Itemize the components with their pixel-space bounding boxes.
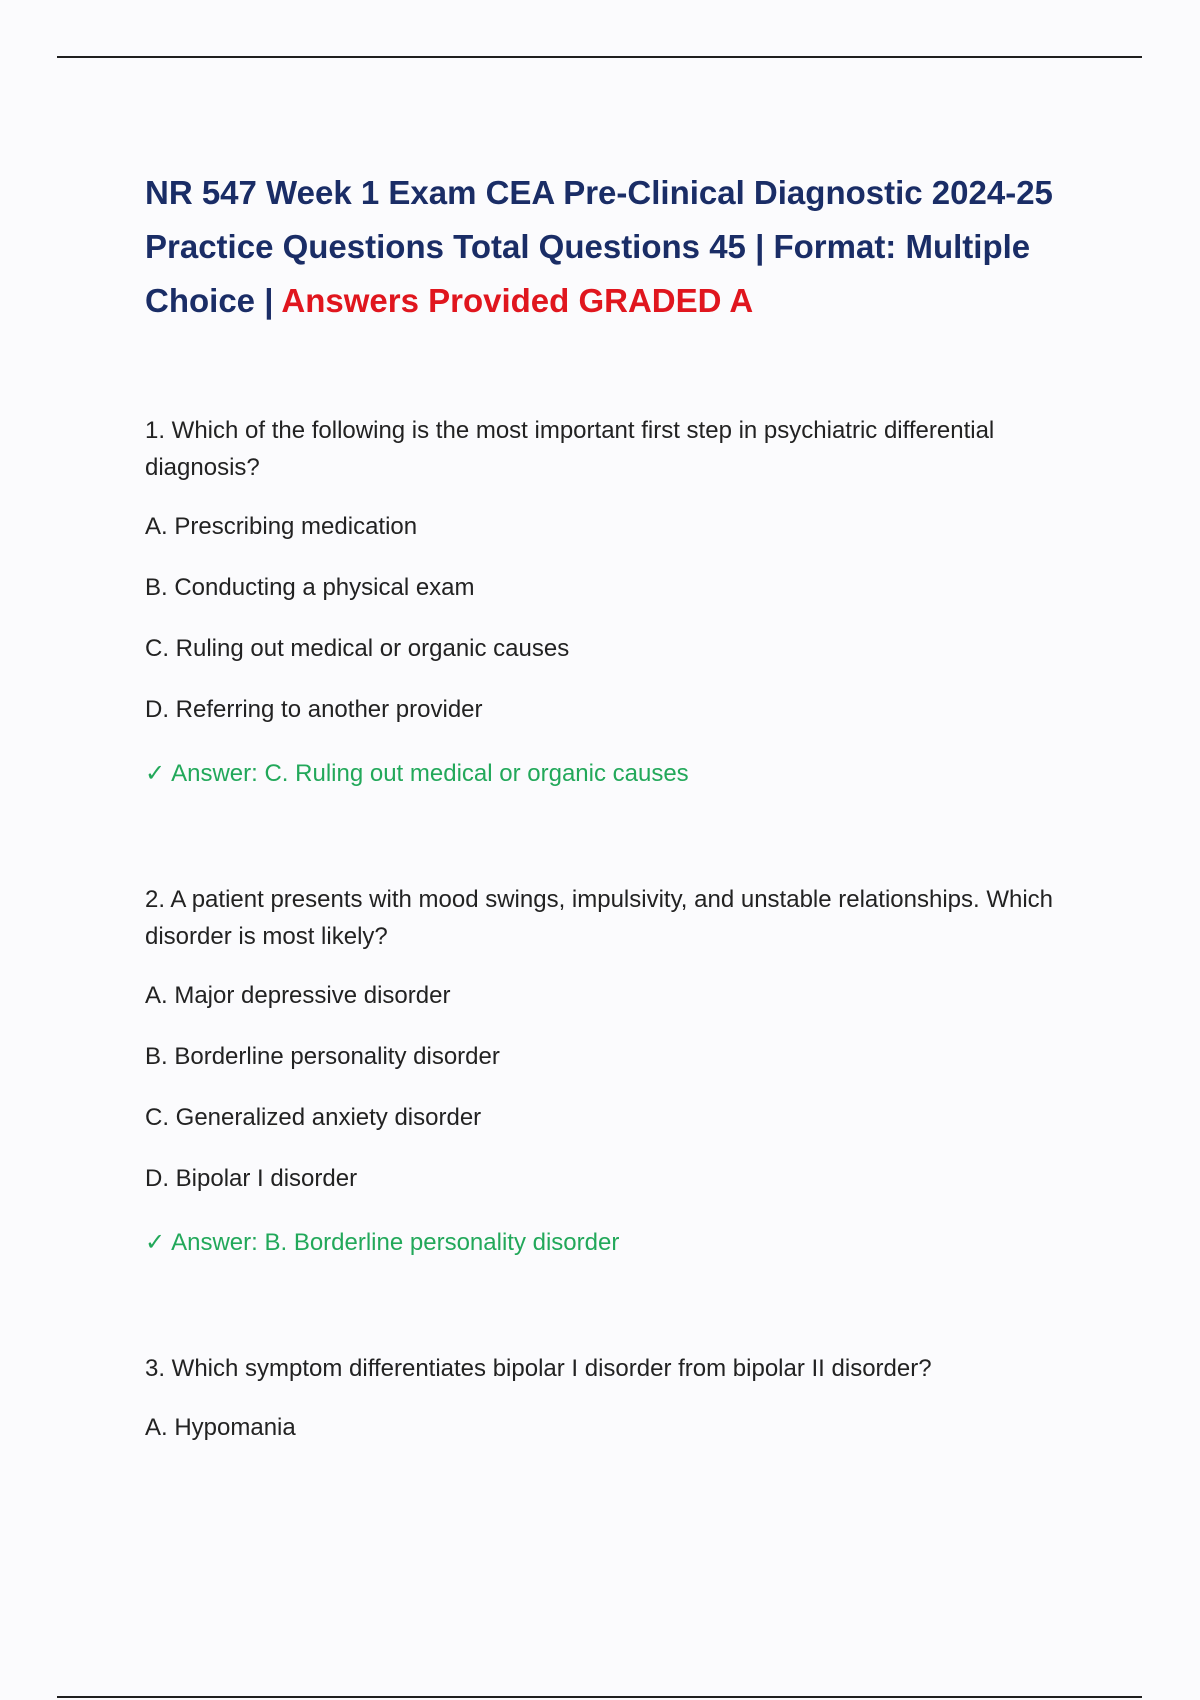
title-highlight: Answers Provided GRADED A xyxy=(281,282,754,319)
option-a: A. Major depressive disorder xyxy=(145,982,451,1009)
question-list xyxy=(145,412,1105,1447)
question-3 xyxy=(145,1350,1105,1447)
option-c: C. Ruling out medical or organic causes xyxy=(145,635,570,662)
option-c: C. Generalized anxiety disorder xyxy=(145,1104,482,1131)
document-title xyxy=(145,166,1105,328)
checkmark-icon: ✓ xyxy=(145,760,166,787)
answer-text: Answer: B. Borderline personality disorder xyxy=(171,1229,620,1256)
question-text: 1. Which of the following is the most important first step in psychiatric differential diagnosis? xyxy=(145,417,995,481)
option-b: B. Borderline personality disorder xyxy=(145,1043,500,1070)
top-divider xyxy=(57,56,1142,58)
question-2 xyxy=(145,881,1105,1262)
option-d: D. Referring to another provider xyxy=(145,696,483,723)
title-main: NR 547 Week 1 Exam CEA Pre-Clinical Diagnostic 2024-25 Practice Questions Total Questions 45 | Format: Multiple Choice | xyxy=(145,174,1053,319)
checkmark-icon: ✓ xyxy=(145,1229,166,1256)
option-a: A. Prescribing medication xyxy=(145,513,418,540)
bottom-divider xyxy=(57,1696,1142,1698)
option-b: B. Conducting a physical exam xyxy=(145,574,475,601)
option-d: D. Bipolar I disorder xyxy=(145,1165,358,1192)
answer-line xyxy=(145,1224,1105,1262)
question-text: 3. Which symptom differentiates bipolar I disorder from bipolar II disorder? xyxy=(145,1355,932,1382)
option-a: A. Hypomania xyxy=(145,1414,296,1441)
document-body xyxy=(145,166,1105,1535)
question-text: 2. A patient presents with mood swings, impulsivity, and unstable relationships. Which disorder is most likely? xyxy=(145,886,1054,950)
answer-text: Answer: C. Ruling out medical or organic causes xyxy=(171,760,689,787)
answer-line xyxy=(145,755,1105,793)
question-1 xyxy=(145,412,1105,793)
